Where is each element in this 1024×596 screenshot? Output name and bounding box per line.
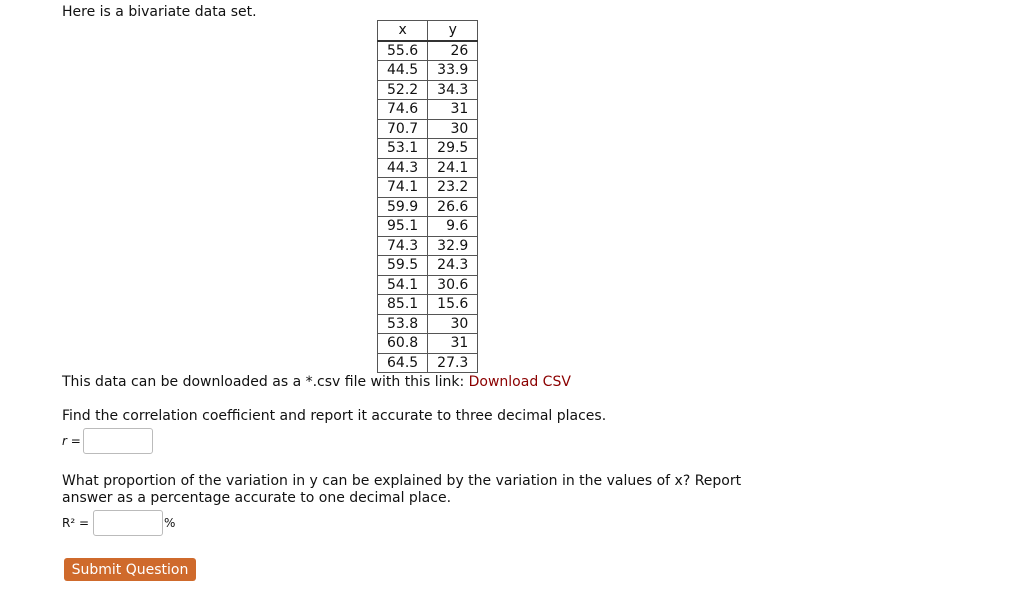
cell-y: 30 (428, 314, 478, 334)
table-row (378, 334, 478, 354)
r-answer-row (62, 427, 153, 455)
cell-y: 9.6 (428, 217, 478, 237)
cell-x: 59.5 (378, 256, 428, 276)
download-csv-link[interactable]: Download CSV (468, 374, 571, 390)
r2-answer-row (62, 509, 175, 537)
r2-label: R² = (62, 516, 90, 530)
question-correlation: Find the correlation coefficient and report it accurate to three decimal places. (62, 408, 607, 424)
table-row (378, 197, 478, 217)
table-row (378, 178, 478, 198)
table-row (378, 80, 478, 100)
percent-unit: % (164, 516, 176, 530)
cell-y: 26 (428, 41, 478, 61)
table-row (378, 353, 478, 373)
table-row (378, 295, 478, 315)
cell-y: 33.9 (428, 61, 478, 81)
cell-x: 54.1 (378, 275, 428, 295)
cell-y: 32.9 (428, 236, 478, 256)
cell-x: 74.1 (378, 178, 428, 198)
data-table (377, 20, 478, 373)
cell-x: 55.6 (378, 41, 428, 61)
table-row (378, 275, 478, 295)
cell-x: 70.7 (378, 119, 428, 139)
cell-x: 60.8 (378, 334, 428, 354)
cell-y: 30 (428, 119, 478, 139)
cell-x: 59.9 (378, 197, 428, 217)
intro-text: Here is a bivariate data set. (62, 4, 257, 20)
table-row (378, 217, 478, 237)
cell-y: 30.6 (428, 275, 478, 295)
question-r-squared: What proportion of the variation in y can be explained by the variation in the values of x? Report answer as a percentage accurate to one decimal place. (62, 473, 742, 506)
r2-answer-input[interactable] (93, 510, 163, 536)
column-header-x: x (378, 21, 428, 41)
cell-y: 23.2 (428, 178, 478, 198)
table-row (378, 119, 478, 139)
table-row (378, 100, 478, 120)
cell-x: 85.1 (378, 295, 428, 315)
cell-x: 95.1 (378, 217, 428, 237)
cell-x: 53.8 (378, 314, 428, 334)
table-row (378, 41, 478, 61)
csv-text: This data can be downloaded as a *.csv file with this link: (62, 374, 465, 390)
cell-y: 15.6 (428, 295, 478, 315)
cell-x: 52.2 (378, 80, 428, 100)
cell-x: 44.3 (378, 158, 428, 178)
cell-y: 29.5 (428, 139, 478, 159)
cell-y: 31 (428, 334, 478, 354)
csv-download-line (62, 374, 571, 390)
submit-question-button[interactable]: Submit Question (64, 558, 196, 581)
cell-y: 31 (428, 100, 478, 120)
cell-x: 74.6 (378, 100, 428, 120)
cell-x: 44.5 (378, 61, 428, 81)
r-answer-input[interactable] (83, 428, 153, 454)
cell-y: 24.1 (428, 158, 478, 178)
table-row (378, 314, 478, 334)
cell-y: 26.6 (428, 197, 478, 217)
table-row (378, 61, 478, 81)
table-body (378, 41, 478, 373)
table-row (378, 158, 478, 178)
cell-y: 24.3 (428, 256, 478, 276)
cell-x: 53.1 (378, 139, 428, 159)
table-row (378, 139, 478, 159)
table-header-row (378, 21, 478, 41)
cell-x: 74.3 (378, 236, 428, 256)
cell-y: 34.3 (428, 80, 478, 100)
column-header-y: y (428, 21, 478, 41)
table-row (378, 256, 478, 276)
cell-y: 27.3 (428, 353, 478, 373)
table-row (378, 236, 478, 256)
r-label: r = (62, 434, 81, 448)
cell-x: 64.5 (378, 353, 428, 373)
